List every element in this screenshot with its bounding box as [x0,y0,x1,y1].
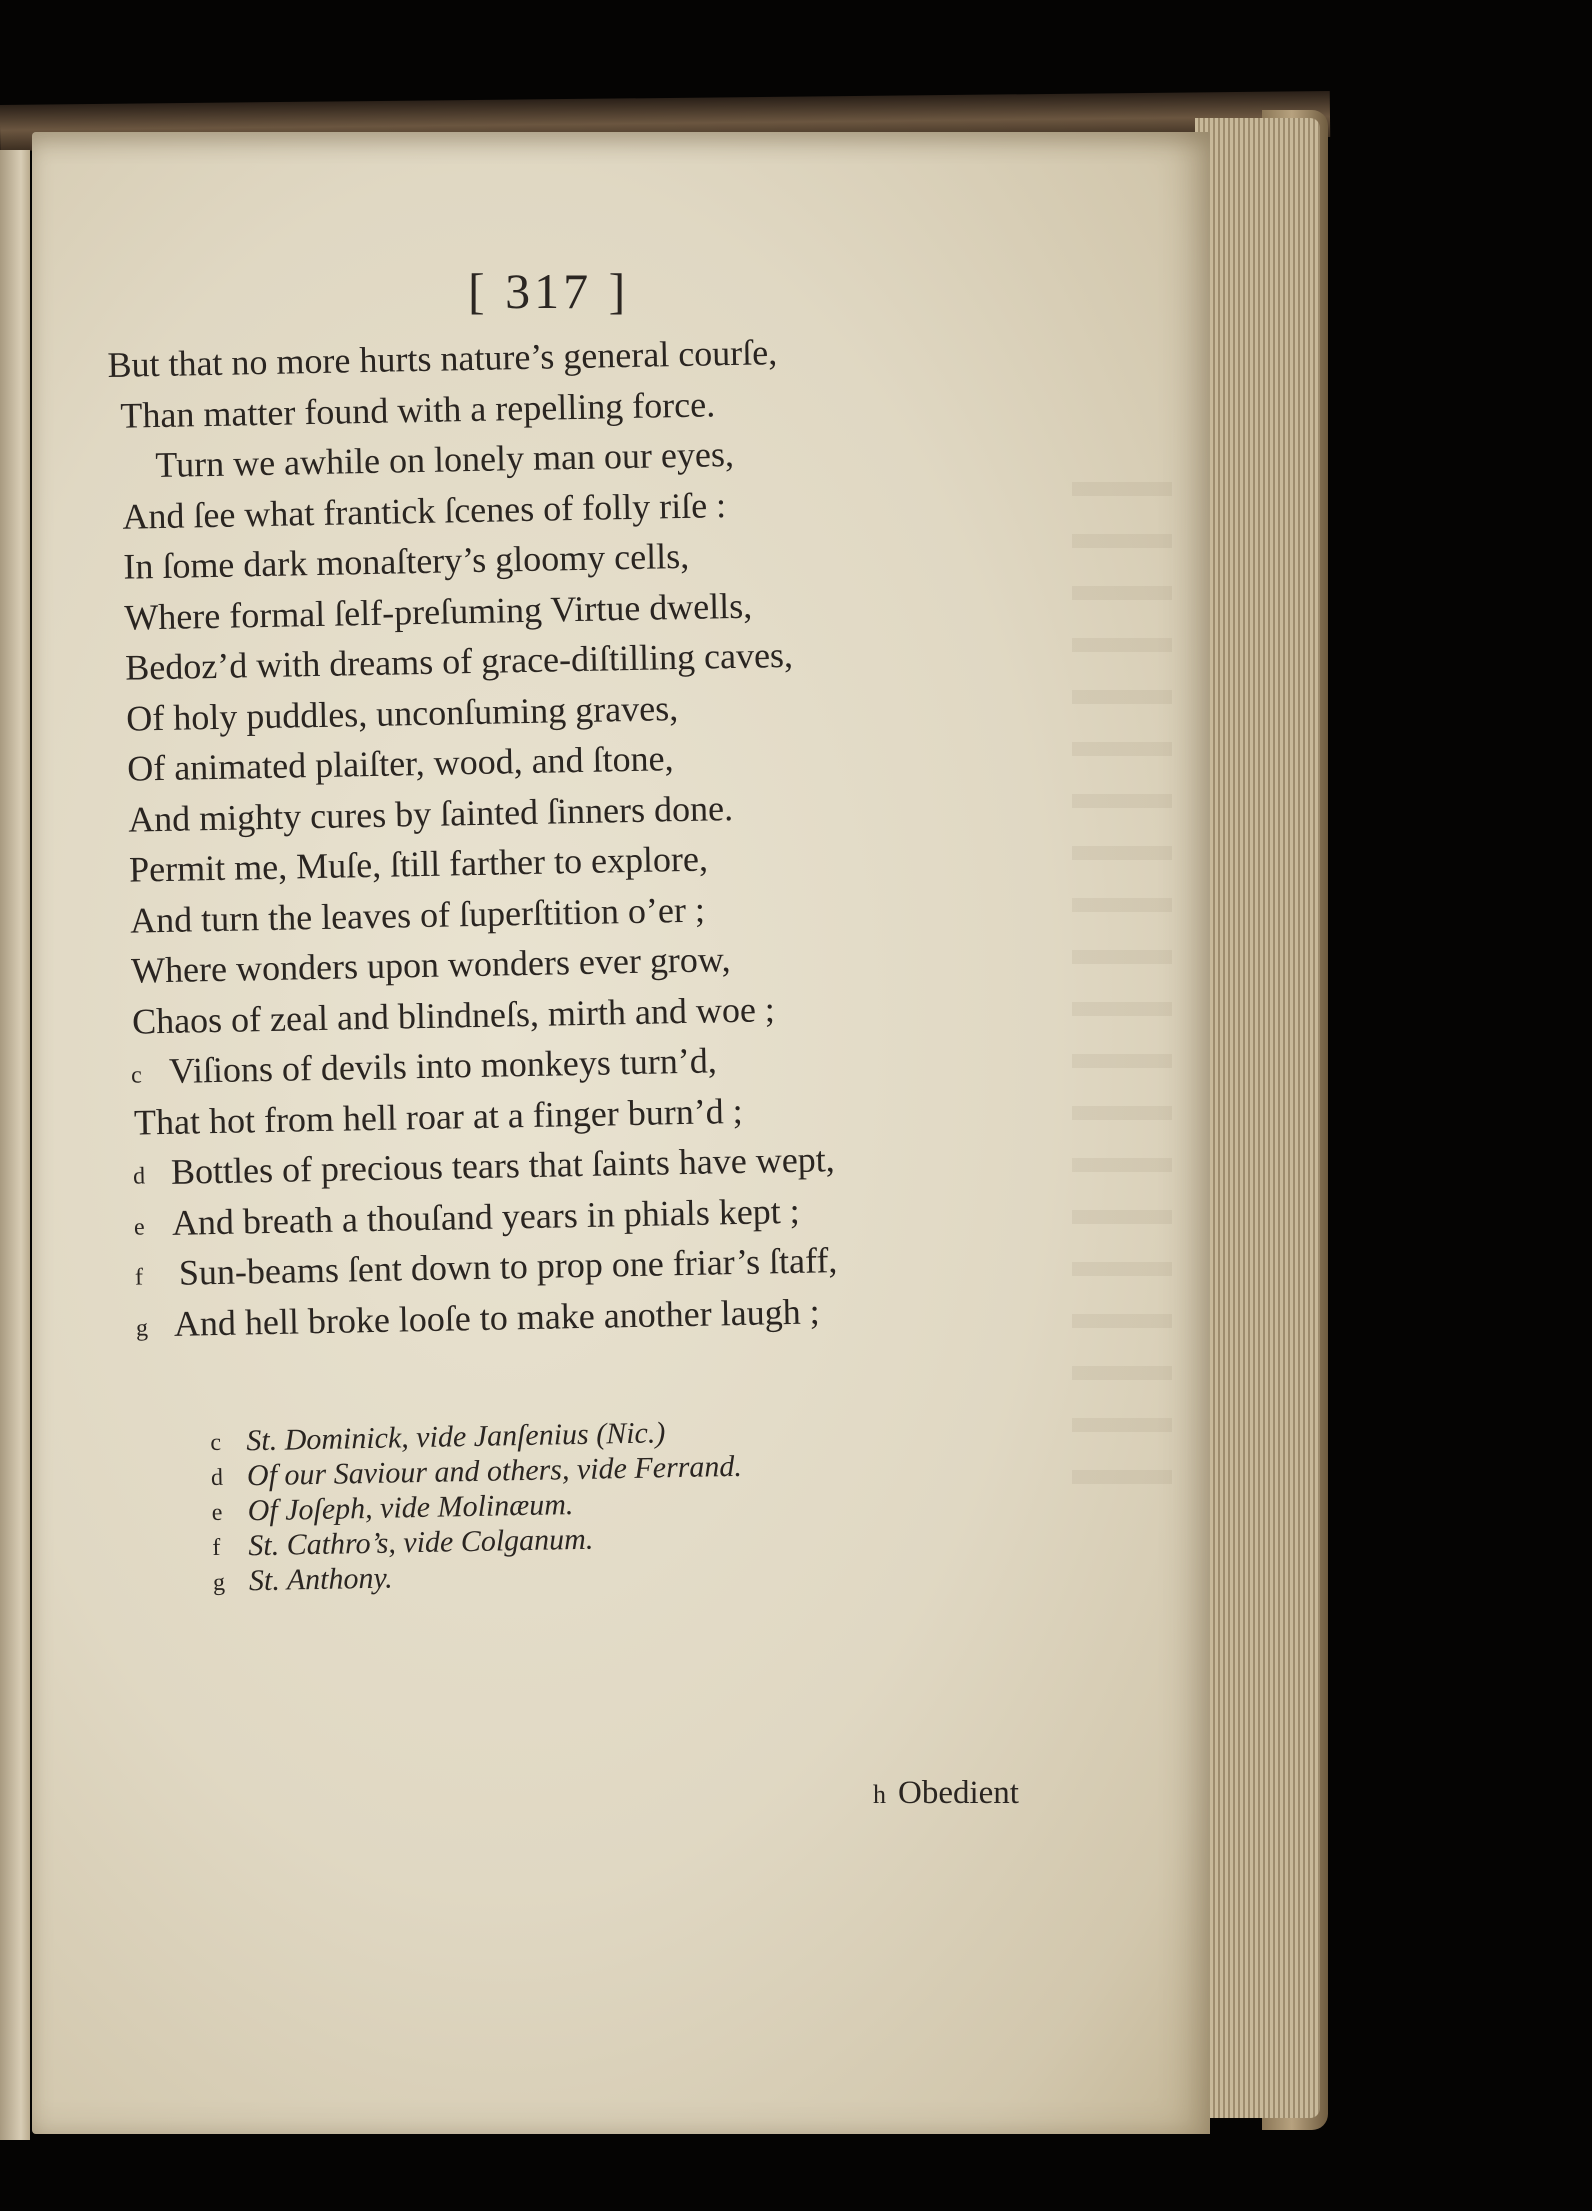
footnote: f St. Cathro’s, vide Colganum. [212,1522,594,1563]
poem-line: c Viſions of devils into monkeys turn’d, [119,1030,1020,1098]
poem-line: And mighty cures by ſainted ſinners done. [127,787,734,840]
poem-line: Permit me, Muſe, ſtill farther to explore, [128,838,709,890]
catchword: h Obedient [873,1775,1019,1811]
footnote: e Of Joſeph, vide Molinæum. [211,1488,574,1528]
poem-line: f Sun-beams ſent down to prop one friar’s ſtaff, [122,1232,1023,1300]
footnote-marker: g [135,1314,149,1342]
poem-line: But that no more hurts nature’s general courſe, [107,332,778,385]
footnote-marker: c [130,1062,143,1089]
poem-line: Bedoz’d with dreams of grace-diſtilling caves, [124,634,794,688]
poem-line: And ſee what frantick ſcenes of folly riſe : [122,484,727,537]
footnotes [210,1410,1013,1600]
poem-line: And turn the leaves of ſuperſtition o’er ; [129,889,706,941]
poem-line: In ſome dark monaſtery’s gloomy cells, [122,535,690,587]
poem-line: Where wonders upon wonders ever grow, [130,939,731,991]
footnote: g St. Anthony. [212,1561,393,1598]
page-number: [ 317 ] [468,263,630,319]
footnote-marker: f [134,1264,144,1291]
footnote: d Of our Saviour and others, vide Ferrand. [210,1449,743,1493]
poem-line: That hot from hell roar at a finger burn’d ; [133,1090,744,1143]
poem-line: Of animated plaiſter, wood, and ſtone, [126,738,674,789]
footnote: c St. Dominick, vide Janſenius (Nic.) [210,1416,666,1458]
facing-page-edge [0,150,30,2140]
footnote-marker: e [133,1213,145,1241]
poem-text [105,323,1024,1350]
poem-line: e And breath a thouſand years in phials kept ; [121,1181,1022,1249]
poem-line: Than matter found with a repelling force. [120,383,716,436]
show-through-text [1072,452,1172,1502]
poem-line: g And hell broke looſe to make another laugh ; [123,1282,1024,1350]
poem-line: Chaos of zeal and blindneſs, mirth and woe ; [131,988,776,1042]
poem-line: Turn we awhile on lonely man our eyes, [155,433,735,486]
page-stack-edge [1195,118,1320,2118]
poem-line: Of holy puddles, unconſuming graves, [125,687,679,739]
poem-line: Where formal ſelf-preſuming Virtue dwells, [123,585,753,638]
footnote-marker: d [132,1163,146,1190]
poem-line: d Bottles of precious tears that ſaints have wept, [121,1131,1022,1199]
